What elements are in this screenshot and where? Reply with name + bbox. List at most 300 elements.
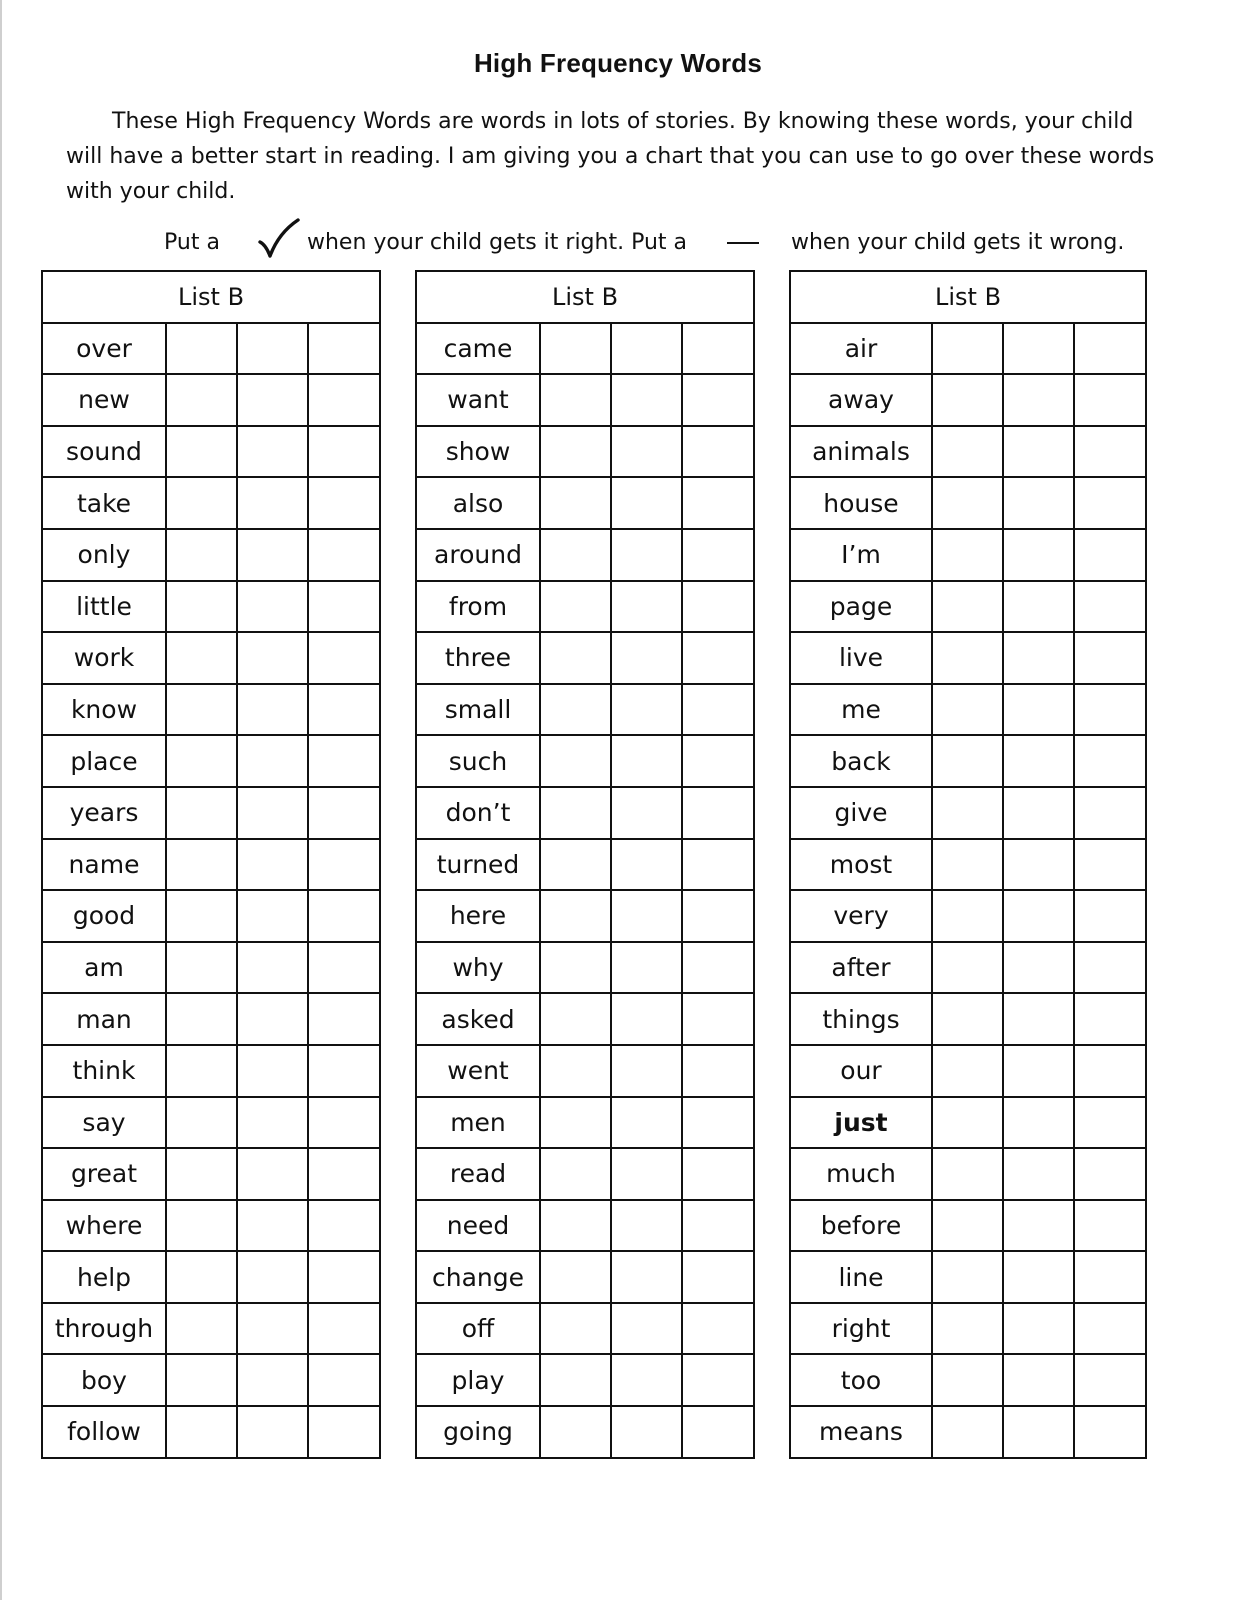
tally-box[interactable] (932, 787, 1003, 839)
instructions (0, 218, 1236, 262)
word-row (790, 1097, 1146, 1149)
tally-box[interactable] (237, 993, 308, 1045)
tally-box[interactable] (1003, 1406, 1074, 1458)
tally-box[interactable] (166, 581, 237, 633)
word-cell: don’t (416, 787, 540, 839)
tally-box[interactable] (237, 684, 308, 736)
word-row (42, 1045, 380, 1097)
word-row (42, 1251, 380, 1303)
tally-box[interactable] (611, 1045, 682, 1097)
tally-box[interactable] (932, 374, 1003, 426)
list-header-row (42, 271, 380, 323)
tally-box[interactable] (932, 942, 1003, 994)
tally-box[interactable] (611, 993, 682, 1045)
tally-box[interactable] (540, 323, 611, 375)
tally-box[interactable] (166, 942, 237, 994)
tally-box[interactable] (237, 1148, 308, 1200)
tally-box[interactable] (308, 477, 380, 529)
tally-box[interactable] (682, 1354, 754, 1406)
word-row (790, 1406, 1146, 1458)
tally-box[interactable] (1074, 735, 1146, 787)
tally-box[interactable] (611, 684, 682, 736)
word-cell: also (416, 477, 540, 529)
tally-box[interactable] (682, 993, 754, 1045)
word-row (42, 477, 380, 529)
tally-box[interactable] (308, 529, 380, 581)
word-cell: away (790, 374, 932, 426)
tally-box[interactable] (682, 477, 754, 529)
tally-box[interactable] (166, 632, 237, 684)
tally-box[interactable] (540, 426, 611, 478)
tally-box[interactable] (932, 529, 1003, 581)
tally-box[interactable] (1074, 529, 1146, 581)
word-cell: house (790, 477, 932, 529)
tally-box[interactable] (1003, 581, 1074, 633)
tally-box[interactable] (540, 1251, 611, 1303)
tally-box[interactable] (932, 1097, 1003, 1149)
tally-box[interactable] (237, 1406, 308, 1458)
word-row (42, 1303, 380, 1355)
tally-box[interactable] (1074, 426, 1146, 478)
tally-box[interactable] (611, 374, 682, 426)
word-cell: small (416, 684, 540, 736)
tally-box[interactable] (1003, 374, 1074, 426)
tally-box[interactable] (1074, 1097, 1146, 1149)
word-cell: say (42, 1097, 166, 1149)
word-cell: three (416, 632, 540, 684)
tally-box[interactable] (237, 1097, 308, 1149)
word-row (42, 942, 380, 994)
tally-box[interactable] (682, 1148, 754, 1200)
tally-box[interactable] (166, 374, 237, 426)
tally-box[interactable] (1003, 1200, 1074, 1252)
tally-box[interactable] (540, 581, 611, 633)
tally-box[interactable] (682, 1303, 754, 1355)
tally-box[interactable] (611, 839, 682, 891)
tally-box[interactable] (682, 787, 754, 839)
word-row (790, 993, 1146, 1045)
tally-box[interactable] (237, 529, 308, 581)
word-cell: change (416, 1251, 540, 1303)
tally-box[interactable] (1003, 1097, 1074, 1149)
word-row (42, 839, 380, 891)
word-cell: too (790, 1354, 932, 1406)
word-row (416, 993, 754, 1045)
word-cell: work (42, 632, 166, 684)
word-cell: around (416, 529, 540, 581)
tally-box[interactable] (611, 1097, 682, 1149)
tally-box[interactable] (682, 1406, 754, 1458)
word-cell: came (416, 323, 540, 375)
tally-box[interactable] (1074, 787, 1146, 839)
tally-box[interactable] (611, 1354, 682, 1406)
word-row (42, 993, 380, 1045)
word-row (42, 374, 380, 426)
tally-box[interactable] (611, 735, 682, 787)
word-list-3 (789, 270, 1147, 1459)
word-row (416, 323, 754, 375)
tally-box[interactable] (932, 1251, 1003, 1303)
tally-box[interactable] (308, 735, 380, 787)
word-row (790, 477, 1146, 529)
checkmark-icon (258, 218, 302, 262)
tally-box[interactable] (611, 942, 682, 994)
word-row (42, 684, 380, 736)
word-row (790, 426, 1146, 478)
tally-box[interactable] (166, 787, 237, 839)
tally-box[interactable] (540, 477, 611, 529)
tally-box[interactable] (237, 1251, 308, 1303)
tally-box[interactable] (1003, 1354, 1074, 1406)
tally-box[interactable] (1074, 1251, 1146, 1303)
tally-box[interactable] (1003, 993, 1074, 1045)
word-row (790, 1045, 1146, 1097)
word-row (790, 1200, 1146, 1252)
tally-box[interactable] (308, 890, 380, 942)
tally-box[interactable] (540, 1406, 611, 1458)
tally-box[interactable] (540, 1097, 611, 1149)
tally-box[interactable] (1074, 942, 1146, 994)
tally-box[interactable] (166, 1148, 237, 1200)
tally-box[interactable] (540, 839, 611, 891)
tally-box[interactable] (237, 890, 308, 942)
tally-box[interactable] (1074, 684, 1146, 736)
tally-box[interactable] (166, 839, 237, 891)
tally-box[interactable] (237, 632, 308, 684)
tally-box[interactable] (1003, 890, 1074, 942)
tally-box[interactable] (932, 477, 1003, 529)
word-cell: where (42, 1200, 166, 1252)
tally-box[interactable] (932, 426, 1003, 478)
instructions-part1: Put a (164, 230, 220, 255)
tally-box[interactable] (682, 323, 754, 375)
word-row (416, 1406, 754, 1458)
tally-box[interactable] (237, 1045, 308, 1097)
tally-box[interactable] (540, 632, 611, 684)
tally-box[interactable] (611, 323, 682, 375)
word-list-1 (41, 270, 381, 1459)
tally-box[interactable] (237, 735, 308, 787)
word-cell: our (790, 1045, 932, 1097)
tally-box[interactable] (1074, 1406, 1146, 1458)
tally-box[interactable] (1003, 323, 1074, 375)
tally-box[interactable] (237, 426, 308, 478)
tally-box[interactable] (1074, 1303, 1146, 1355)
tally-box[interactable] (682, 942, 754, 994)
tally-box[interactable] (308, 1354, 380, 1406)
tally-box[interactable] (682, 529, 754, 581)
word-row (42, 323, 380, 375)
tally-box[interactable] (308, 632, 380, 684)
word-cell: after (790, 942, 932, 994)
tally-box[interactable] (932, 1200, 1003, 1252)
word-row (790, 735, 1146, 787)
tally-box[interactable] (1074, 374, 1146, 426)
tally-box[interactable] (308, 374, 380, 426)
word-row (416, 942, 754, 994)
tally-box[interactable] (308, 1200, 380, 1252)
tally-box[interactable] (540, 993, 611, 1045)
word-cell: very (790, 890, 932, 942)
word-row (42, 1200, 380, 1252)
tally-box[interactable] (166, 1303, 237, 1355)
word-cell: follow (42, 1406, 166, 1458)
tally-box[interactable] (682, 581, 754, 633)
tally-box[interactable] (237, 374, 308, 426)
tally-box[interactable] (932, 1406, 1003, 1458)
tally-box[interactable] (1003, 787, 1074, 839)
tally-box[interactable] (682, 684, 754, 736)
tally-box[interactable] (682, 735, 754, 787)
word-cell: little (42, 581, 166, 633)
word-list-2 (415, 270, 755, 1459)
tally-box[interactable] (540, 1045, 611, 1097)
tally-box[interactable] (308, 1251, 380, 1303)
tally-box[interactable] (237, 942, 308, 994)
instructions-part2: when your child gets it right. Put a (307, 230, 688, 255)
word-row (42, 632, 380, 684)
tally-box[interactable] (932, 735, 1003, 787)
tally-box[interactable] (932, 581, 1003, 633)
tally-box[interactable] (540, 1354, 611, 1406)
word-cell: place (42, 735, 166, 787)
tally-box[interactable] (682, 374, 754, 426)
word-cell: read (416, 1148, 540, 1200)
tally-box[interactable] (932, 1303, 1003, 1355)
tally-box[interactable] (682, 1200, 754, 1252)
tally-box[interactable] (611, 632, 682, 684)
tally-box[interactable] (166, 477, 237, 529)
tally-box[interactable] (237, 839, 308, 891)
tally-box[interactable] (682, 890, 754, 942)
tally-box[interactable] (611, 529, 682, 581)
tally-box[interactable] (308, 1045, 380, 1097)
word-row (416, 374, 754, 426)
tally-box[interactable] (308, 787, 380, 839)
word-row (790, 1303, 1146, 1355)
word-cell: turned (416, 839, 540, 891)
tally-box[interactable] (237, 1303, 308, 1355)
tally-box[interactable] (540, 529, 611, 581)
tally-box[interactable] (166, 323, 237, 375)
tally-box[interactable] (237, 581, 308, 633)
tally-box[interactable] (1074, 1148, 1146, 1200)
tally-box[interactable] (540, 1148, 611, 1200)
tally-box[interactable] (166, 426, 237, 478)
tally-box[interactable] (166, 1200, 237, 1252)
tally-box[interactable] (308, 1097, 380, 1149)
word-row (416, 787, 754, 839)
word-cell: new (42, 374, 166, 426)
word-cell: take (42, 477, 166, 529)
word-row (790, 1148, 1146, 1200)
tally-box[interactable] (932, 1045, 1003, 1097)
word-cell: know (42, 684, 166, 736)
tally-box[interactable] (308, 426, 380, 478)
tally-box[interactable] (540, 735, 611, 787)
word-cell: help (42, 1251, 166, 1303)
tally-box[interactable] (1003, 942, 1074, 994)
word-cell: I’m (790, 529, 932, 581)
tally-box[interactable] (166, 1097, 237, 1149)
word-cell: back (790, 735, 932, 787)
word-row (42, 529, 380, 581)
tally-box[interactable] (1074, 993, 1146, 1045)
tally-box[interactable] (1074, 477, 1146, 529)
tally-box[interactable] (308, 323, 380, 375)
tally-box[interactable] (611, 1200, 682, 1252)
tally-box[interactable] (237, 323, 308, 375)
tally-box[interactable] (1003, 1251, 1074, 1303)
word-row (42, 1406, 380, 1458)
tally-box[interactable] (611, 1406, 682, 1458)
tally-box[interactable] (1074, 839, 1146, 891)
tally-box[interactable] (682, 839, 754, 891)
word-cell: why (416, 942, 540, 994)
tally-box[interactable] (308, 1303, 380, 1355)
tally-box[interactable] (308, 1406, 380, 1458)
word-cell: things (790, 993, 932, 1045)
word-row (416, 581, 754, 633)
word-cell: through (42, 1303, 166, 1355)
tally-box[interactable] (308, 839, 380, 891)
list-header: List B (790, 271, 1146, 323)
word-row (790, 684, 1146, 736)
tally-box[interactable] (611, 1303, 682, 1355)
tally-box[interactable] (237, 477, 308, 529)
tally-box[interactable] (1003, 426, 1074, 478)
word-cell: much (790, 1148, 932, 1200)
word-row (42, 1354, 380, 1406)
tally-box[interactable] (1003, 684, 1074, 736)
tally-box[interactable] (611, 1148, 682, 1200)
tally-box[interactable] (1003, 735, 1074, 787)
word-row (790, 581, 1146, 633)
tally-box[interactable] (540, 942, 611, 994)
tally-box[interactable] (611, 477, 682, 529)
word-cell: name (42, 839, 166, 891)
tally-box[interactable] (166, 735, 237, 787)
tally-box[interactable] (682, 426, 754, 478)
word-cell: give (790, 787, 932, 839)
tally-box[interactable] (166, 529, 237, 581)
word-row (790, 839, 1146, 891)
word-row (416, 735, 754, 787)
tally-box[interactable] (237, 1200, 308, 1252)
tally-box[interactable] (932, 684, 1003, 736)
word-cell: boy (42, 1354, 166, 1406)
tally-box[interactable] (1074, 581, 1146, 633)
word-cell: such (416, 735, 540, 787)
tally-box[interactable] (932, 890, 1003, 942)
list-header-row (790, 271, 1146, 323)
tally-box[interactable] (932, 632, 1003, 684)
word-row (416, 684, 754, 736)
tally-box[interactable] (932, 1148, 1003, 1200)
list-header-row (416, 271, 754, 323)
tally-box[interactable] (237, 787, 308, 839)
instructions-part3: when your child gets it wrong. (791, 230, 1125, 255)
tally-box[interactable] (1003, 632, 1074, 684)
page-title: High Frequency Words (473, 48, 763, 78)
tally-box[interactable] (166, 684, 237, 736)
tally-box[interactable] (1003, 1148, 1074, 1200)
tally-box[interactable] (682, 632, 754, 684)
word-cell: me (790, 684, 932, 736)
tally-box[interactable] (540, 890, 611, 942)
tally-box[interactable] (1074, 890, 1146, 942)
tally-box[interactable] (540, 1303, 611, 1355)
tally-box[interactable] (1074, 323, 1146, 375)
tally-box[interactable] (682, 1251, 754, 1303)
tally-box[interactable] (611, 426, 682, 478)
tally-box[interactable] (166, 890, 237, 942)
word-cell: only (42, 529, 166, 581)
tally-box[interactable] (166, 1251, 237, 1303)
tally-box[interactable] (308, 993, 380, 1045)
word-cell: years (42, 787, 166, 839)
tally-box[interactable] (932, 323, 1003, 375)
tally-box[interactable] (611, 890, 682, 942)
word-row (416, 477, 754, 529)
tally-box[interactable] (611, 581, 682, 633)
word-row (416, 632, 754, 684)
tally-box[interactable] (166, 1045, 237, 1097)
tally-box[interactable] (540, 374, 611, 426)
tally-box[interactable] (932, 1354, 1003, 1406)
tally-box[interactable] (932, 839, 1003, 891)
tally-box[interactable] (308, 1148, 380, 1200)
tally-box[interactable] (611, 787, 682, 839)
tally-box[interactable] (682, 1045, 754, 1097)
tally-box[interactable] (1074, 1200, 1146, 1252)
tally-box[interactable] (1003, 839, 1074, 891)
tally-box[interactable] (611, 1251, 682, 1303)
tally-box[interactable] (308, 684, 380, 736)
tally-box[interactable] (540, 787, 611, 839)
word-cell: going (416, 1406, 540, 1458)
tally-box[interactable] (1003, 1045, 1074, 1097)
word-cell: man (42, 993, 166, 1045)
tally-box[interactable] (237, 1354, 308, 1406)
word-cell: most (790, 839, 932, 891)
tally-box[interactable] (1074, 632, 1146, 684)
word-row (416, 426, 754, 478)
tally-box[interactable] (1003, 477, 1074, 529)
word-row (790, 787, 1146, 839)
word-row (416, 1200, 754, 1252)
tally-box[interactable] (932, 993, 1003, 1045)
tally-box[interactable] (308, 942, 380, 994)
tally-box[interactable] (682, 1097, 754, 1149)
word-row (790, 1354, 1146, 1406)
word-cell: line (790, 1251, 932, 1303)
dash-icon (727, 242, 759, 244)
tally-box[interactable] (166, 993, 237, 1045)
tally-box[interactable] (166, 1406, 237, 1458)
tally-box[interactable] (308, 581, 380, 633)
tally-box[interactable] (540, 684, 611, 736)
word-row (42, 787, 380, 839)
tally-box[interactable] (1003, 529, 1074, 581)
tally-box[interactable] (1074, 1045, 1146, 1097)
tally-box[interactable] (1003, 1303, 1074, 1355)
tally-box[interactable] (166, 1354, 237, 1406)
word-cell: went (416, 1045, 540, 1097)
word-row (416, 890, 754, 942)
tally-box[interactable] (1074, 1354, 1146, 1406)
tally-box[interactable] (540, 1200, 611, 1252)
